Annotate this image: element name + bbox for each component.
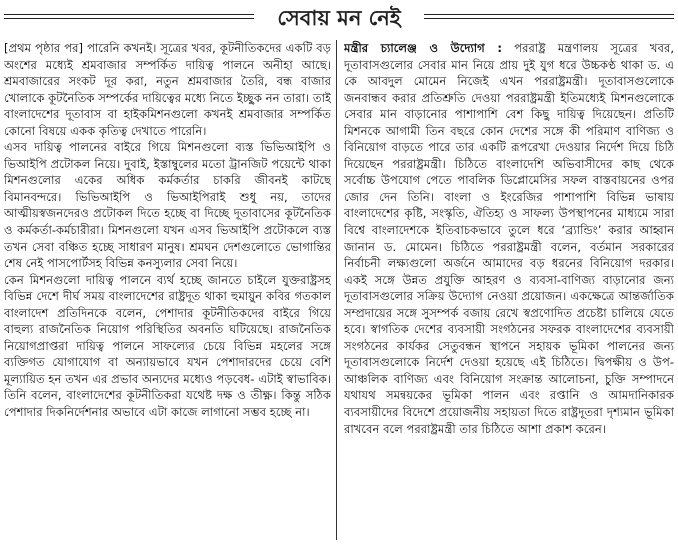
right-paragraph-1	[344, 40, 674, 437]
section-header	[0, 0, 678, 40]
column-divider	[336, 40, 337, 540]
left-paragraph-3: কেন মিশনগুলো দায়িত্ব পালনে ব্যর্থ হচ্ছে জানতে চাইলে যুক্তরাষ্ট্রসহ বিভিন্ন দেশে দীর্ঘ সময় বাংলাদেশের রাষ্ট্রদূত থাকা হুমায়ুন কবির গতকাল বাংলাদেশ প্রতিদিনকে বলেন, পেশাদার কূটনীতিকদের বাইরে গিয়ে বাহুল্য রাজনৈতিক নিয়োগ পরিস্থিতির অবনতি ঘটিয়েছে। রাজনৈতিক নিয়োগপ্রাপ্তরা দায়িত্ব পালনে সাফল্যের চেয়ে বিভিন্ন মহলের সঙ্গে ব্যক্তিগত যোগাযোগ বা অন্যায়ভাবে যখন পেশাদারদের চেয়ে বেশি মূল্যায়িত হন তখন এর প্রভাব অন্যদের মধ্যেও পড়বেধ- এটাই স্বাভাবিক। তিনি বলেন, বাংলাদেশের কূটনীতিকরা যথেষ্ট দক্ষ ও তীক্ষ্ণ। কিন্তু সঠিক পেশাদার দিকনির্দেশনার অভাবে এটা কাজে লাগানো সম্ভব হচ্ছে না।	[4, 272, 331, 420]
right-paragraph-1-text: পররাষ্ট্র মন্ত্রণালয় সূত্রের খবর, দূতাবাসগুলোর সেবার মান নিয়ে প্রায় দুই যুগ ধরে উচ্চকণ্ঠ থাকা ড. এ কে আবদুল মোমেন নিজেই এখন পররাষ্ট্রমন্ত্রী। দূতাবাসগুলোকে জনবান্ধব করার প্রতিশ্রুতি দেওয়া পররাষ্ট্রমন্ত্রী ইতিমধ্যেই মিশনগুলোকে সেবার মান বাড়ানোর পাশাপাশি বেশ কিছু দায়িত্ব দিয়েছেন। প্রতিটি মিশনকে আগামী তিন বছরে কোন দেশের সঙ্গে কী পরিমাণ বাণিজ্য ও বিনিয়োগ বাড়তে পারে তার একটি রূপরেখা দেওয়ার নির্দেশ দিয়ে চিঠি দিয়েছেন পররাষ্ট্রমন্ত্রী। চিঠিতে বাংলাদেশি অভিবাসীদের কাছ থেকে সর্বোচ্চ উপযোগ পেতে পাবলিক ডিপ্লোমেসির সফল বাস্তবায়নের ওপর জোর দেন তিনি। বাংলা ও ইংরেজির পাশাপাশি বিভিন্ন ভাষায় বাংলাদেশের কৃষ্টি, সংস্কৃতি, ঐতিহ্য ও সাফল্য উপস্থাপনের মাধ্যমে সারা বিশ্বে বাংলাদেশকে ইতিবাচকভাবে তুলে ধরে ‘ব্র্যান্ডিং’ করার আহ্বান জানান ড. মোমেন। চিঠিতে পররাষ্ট্রমন্ত্রী বলেন, বর্তমান সরকারের নির্বাচনী লক্ষ্যগুলো অর্জনে আমাদের বড় ধরনের বিনিয়োগ দরকার। একই সঙ্গে উন্নত প্রযুক্তি আহরণ ও ব্যবসা-বাণিজ্য বাড়ানোর জন্য দূতাবাসগুলোর সক্রিয় উদ্যোগ নেওয়া প্রয়োজন। একক্ষেত্রে আন্তর্জাতিক সম্প্রদায়ের সঙ্গে সুসম্পর্ক বজায় রেখে স্বপ্রণোদিত প্রচেষ্টা চালিয়ে যেতে হবে। স্বাগতিক দেশের ব্যবসায়ী সংগঠনের সফরক বাংলাদেশের ব্যবসায়ী সংগঠনের কার্যকর সেতুবন্ধন স্থাপনে সহায়ক ভূমিকা পালনের জন্য দূতাবাসগুলোকে নির্দেশ দেওয়া হয়েছে এই চিঠিতে। দ্বিপক্ষীয় ও উপ-আঞ্চলিক বাণিজ্য এবং বিনিয়োগ সংক্রান্ত আলোচনা, চুক্তি সম্পাদনে যথাযথ সমন্বয়কের ভূমিকা পালন এবং রপ্তানি ও আমদানিকারক ব্যবসায়ীদের বিদেশে প্রয়োজনীয় সহায়তা দিতে রাষ্ট্রদূতরা দৃশ্যমান ভূমিকা রাখবেন বলে পররাষ্ট্রমন্ত্রী তার চিঠিতে আশা প্রকাশ করেন।	[344, 41, 674, 436]
right-column	[344, 40, 674, 540]
article-title: সেবায় মন নেই	[254, 2, 424, 34]
left-paragraph-1: [প্রথম পৃষ্ঠার পর] পারেনি কখনই। সূত্রের খবর, কূটনীতিকদের একটি বড় অংশের মধ্যেই শ্রমবাজার সম্পর্কিত দায়িত্ব পালনে অনীহা আছে। শ্রমবাজারের সংকট দূর করা, নতুন শ্রমবাজার তৈরি, বন্ধ বাজার খোলাকে কূটনৈতিক সম্পর্কের দায়িত্বের মধ্যে নিতে ইচ্ছুক নন তারা। তাই বাংলাদেশের দূতাবাস বা হাইকমিশনগুলো কখনই শ্রমবাজার সম্পর্কিত কোনো বিষয়ে একক কৃতিত্ব দেখাতে পারেনি।	[4, 41, 331, 138]
subheading: মন্ত্রীর চ্যালেঞ্জ ও উদ্যোগ :	[344, 41, 502, 55]
left-paragraph-2: এসব দায়িত্ব পালনের বাইরে গিয়ে মিশনগুলো ব্যস্ত ভিভিআইপি ও ভিআইপি প্রটোকল নিয়ে। দুবাই, ইস্তাম্বুলের মতো ট্রানজিট পয়েন্টে থাকা মিশনগুলোর একের অধিক কর্মকর্তার চাকরি জীবনই কাটছে বিমানবন্দরে। ভিভিআইপি ও ভিআইপিরাই শুধু নয়, তাদের আত্মীয়স্বজনদেরও প্রটোকল দিতে হচ্ছে বা দিচ্ছে দূতাবাসের কূটনৈতিক ও কর্মকর্তা-কর্মচারীরা। মিশনগুলো যখন এসব ভিআইপি প্রটোকলে ব্যস্ত তখন সেবা বঞ্চিত হচ্ছে সাধারণ মানুষ। শ্রমঘন দেশগুলোতে ভোগান্তির শেষ নেই পাসপোর্টসহ বিভিন্ন কনস্যুলার সেবা নিয়ে।	[4, 140, 331, 271]
left-column	[4, 40, 331, 540]
